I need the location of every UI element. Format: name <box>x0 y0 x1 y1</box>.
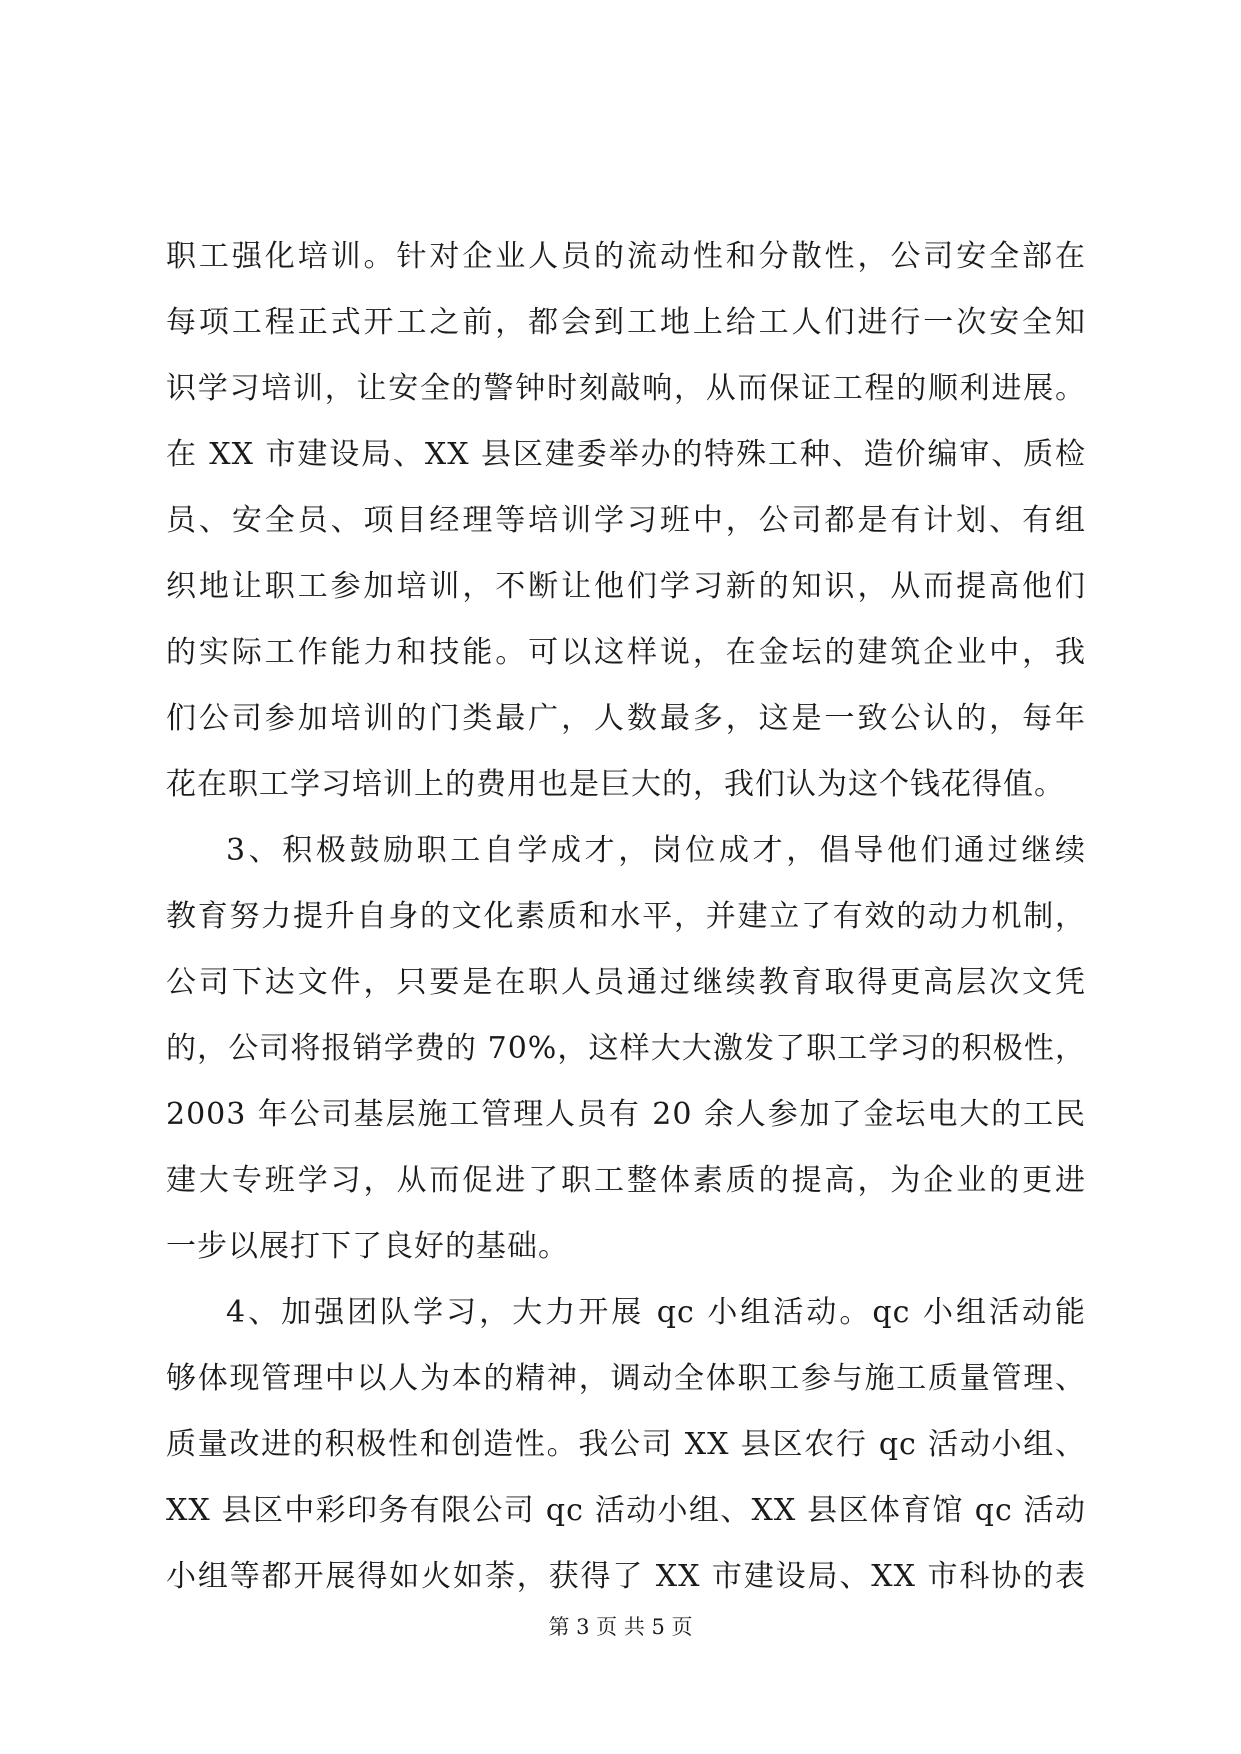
text-line: 的，公司将报销学费的 70%，这样大大激发了职工学习的积极性， <box>166 1031 1086 1066</box>
text-line: 们公司参加培训的门类最广，人数最多，这是一致公认的，每年 <box>166 701 1086 736</box>
text-line: 识学习培训，让安全的警钟时刻敲响，从而保证工程的顺利进展。 <box>166 371 1086 406</box>
text-line: 每项工程正式开工之前，都会到工地上给工人们进行一次安全知 <box>166 305 1086 340</box>
body-text <box>166 224 1086 1610</box>
text-line: 3、积极鼓励职工自学成才，岗位成才，倡导他们通过继续 <box>226 833 1086 868</box>
paragraph-1 <box>166 224 1086 818</box>
text-line: 的实际工作能力和技能。可以这样说，在金坛的建筑企业中，我 <box>166 635 1086 670</box>
text-line: 一步以展打下了良好的基础。 <box>166 1229 569 1264</box>
text-line: 花在职工学习培训上的费用也是巨大的，我们认为这个钱花得值。 <box>166 767 1065 802</box>
text-line: 建大专班学习，从而促进了职工整体素质的提高，为企业的更进 <box>166 1163 1086 1198</box>
text-line: 员、安全员、项目经理等培训学习班中，公司都是有计划、有组 <box>166 503 1086 538</box>
text-line: 在 XX 市建设局、XX 县区建委举办的特殊工种、造价编审、质检 <box>166 437 1086 472</box>
paragraph-3 <box>166 1280 1086 1610</box>
text-line: 教育努力提升自身的文化素质和水平，并建立了有效的动力机制， <box>166 899 1086 934</box>
text-line: XX 县区中彩印务有限公司 qc 活动小组、XX 县区体育馆 qc 活动 <box>166 1493 1086 1528</box>
text-line: 够体现管理中以人为本的精神，调动全体职工参与施工质量管理、 <box>166 1361 1086 1396</box>
text-line: 公司下达文件，只要是在职人员通过继续教育取得更高层次文凭 <box>166 965 1086 1000</box>
text-line: 职工强化培训。针对企业人员的流动性和分散性，公司安全部在 <box>166 239 1086 274</box>
paragraph-2 <box>166 818 1086 1280</box>
page-number-footer: 第 3 页 共 5 页 <box>548 1615 693 1639</box>
text-line: 小组等都开展得如火如荼，获得了 XX 市建设局、XX 市科协的表 <box>166 1559 1086 1594</box>
text-line: 质量改进的积极性和创造性。我公司 XX 县区农行 qc 活动小组、 <box>166 1427 1086 1462</box>
text-line: 4、加强团队学习，大力开展 qc 小组活动。qc 小组活动能 <box>226 1295 1086 1330</box>
text-line: 2003 年公司基层施工管理人员有 20 余人参加了金坛电大的工民 <box>166 1097 1086 1132</box>
text-line: 织地让职工参加培训，不断让他们学习新的知识，从而提高他们 <box>166 569 1086 604</box>
